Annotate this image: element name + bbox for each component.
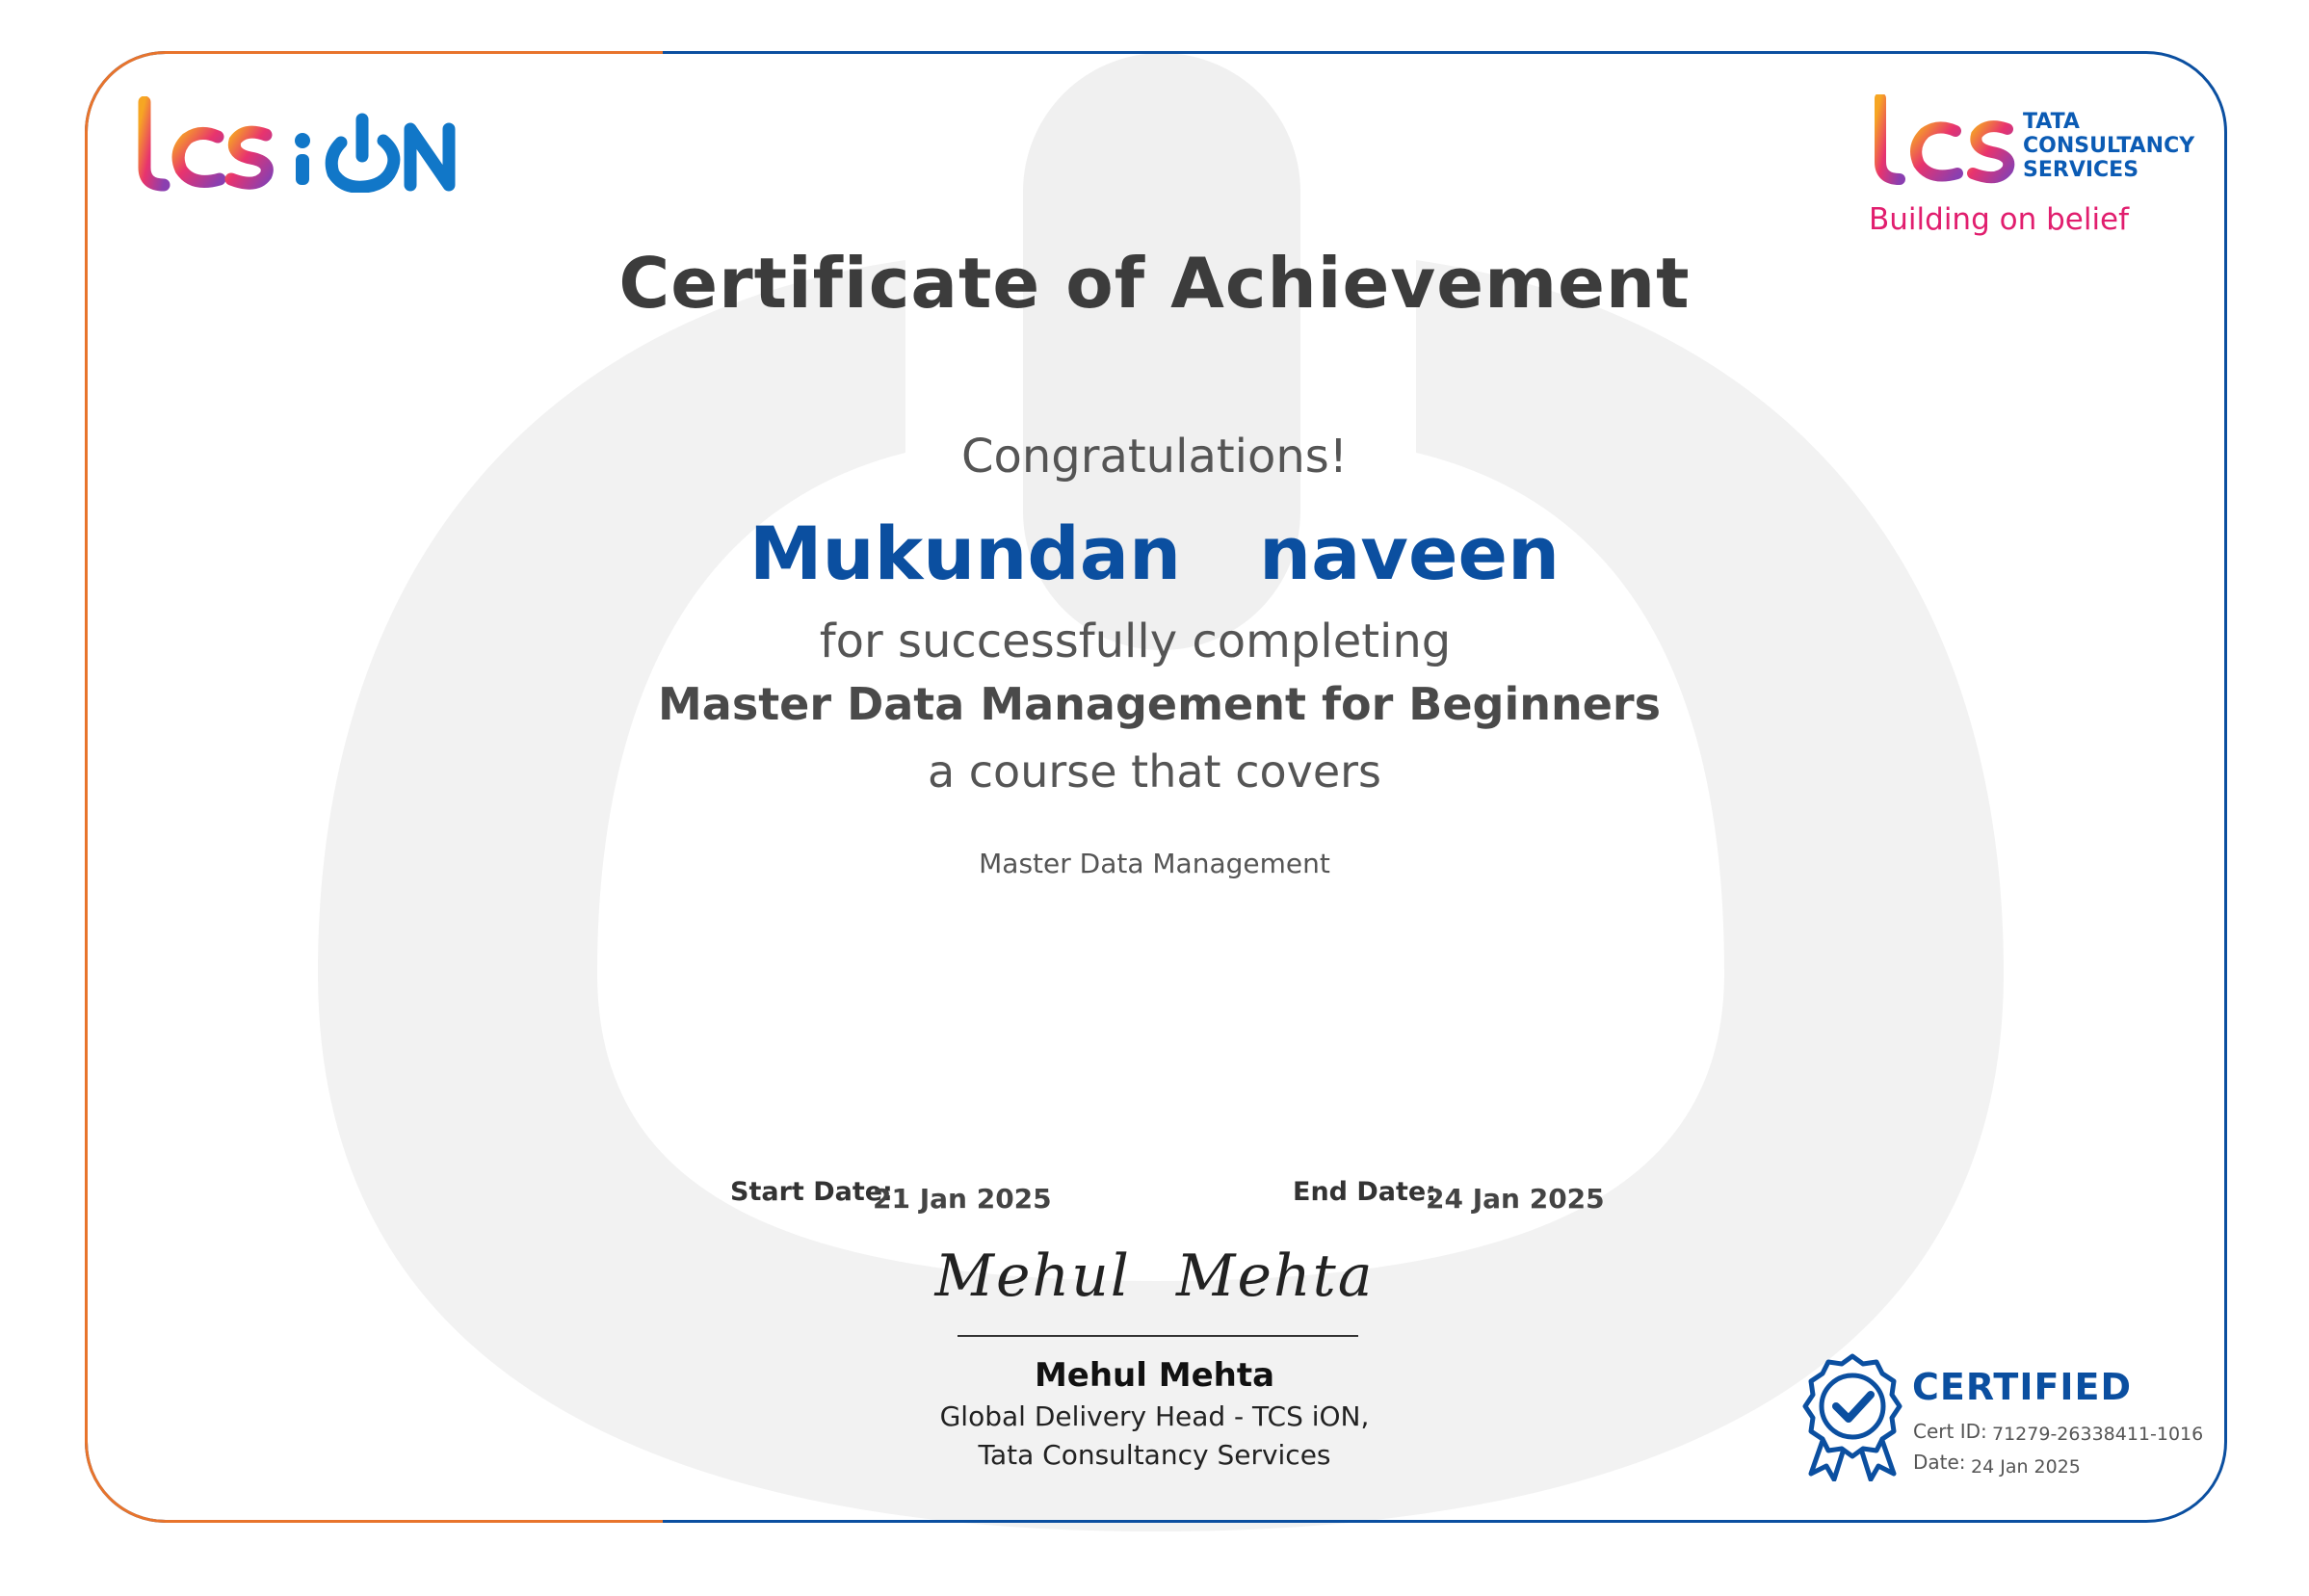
cert-date-label: Date: — [1913, 1451, 1966, 1474]
certified-badge-icon — [1799, 1352, 1905, 1481]
course-name: Master Data Management for Beginners — [658, 678, 1661, 730]
signatory-organization: Tata Consultancy Services — [978, 1439, 1331, 1471]
end-date-label: End Date: — [1293, 1177, 1437, 1207]
end-date-value: 24 Jan 2025 — [1426, 1183, 1605, 1215]
cert-id-label: Cert ID: — [1913, 1420, 1987, 1443]
certified-label: CERTIFIED — [1912, 1366, 2133, 1408]
cert-date-value: 24 Jan 2025 — [1971, 1456, 2081, 1478]
course-topic: Master Data Management — [979, 848, 1330, 879]
start-date-value: 21 Jan 2025 — [873, 1183, 1052, 1215]
covers-statement: a course that covers — [927, 746, 1382, 798]
congratulations-text: Congratulations! — [960, 430, 1349, 484]
cert-id-value: 71279-26338411-1016 — [1992, 1424, 2204, 1445]
completion-statement: for successfully completing — [819, 615, 1452, 668]
tata-consultancy-services-text: TATA CONSULTANCY SERVICES — [2023, 110, 2195, 182]
signature: Mehul Mehta — [934, 1243, 1375, 1310]
recipient-name: Mukundan naveen — [748, 510, 1561, 596]
signatory-name: Mehul Mehta — [1034, 1356, 1275, 1395]
start-date-label: Start Date: — [730, 1177, 893, 1207]
tcs-tagline: Building on belief — [1869, 202, 2130, 237]
certificate-title: Certificate of Achievement — [618, 243, 1691, 324]
tcs-ion-logo — [131, 96, 468, 193]
tcs-logo-mark — [1867, 94, 2021, 187]
signatory-role: Global Delivery Head - TCS iON, — [939, 1400, 1370, 1432]
signature-line — [958, 1335, 1358, 1337]
